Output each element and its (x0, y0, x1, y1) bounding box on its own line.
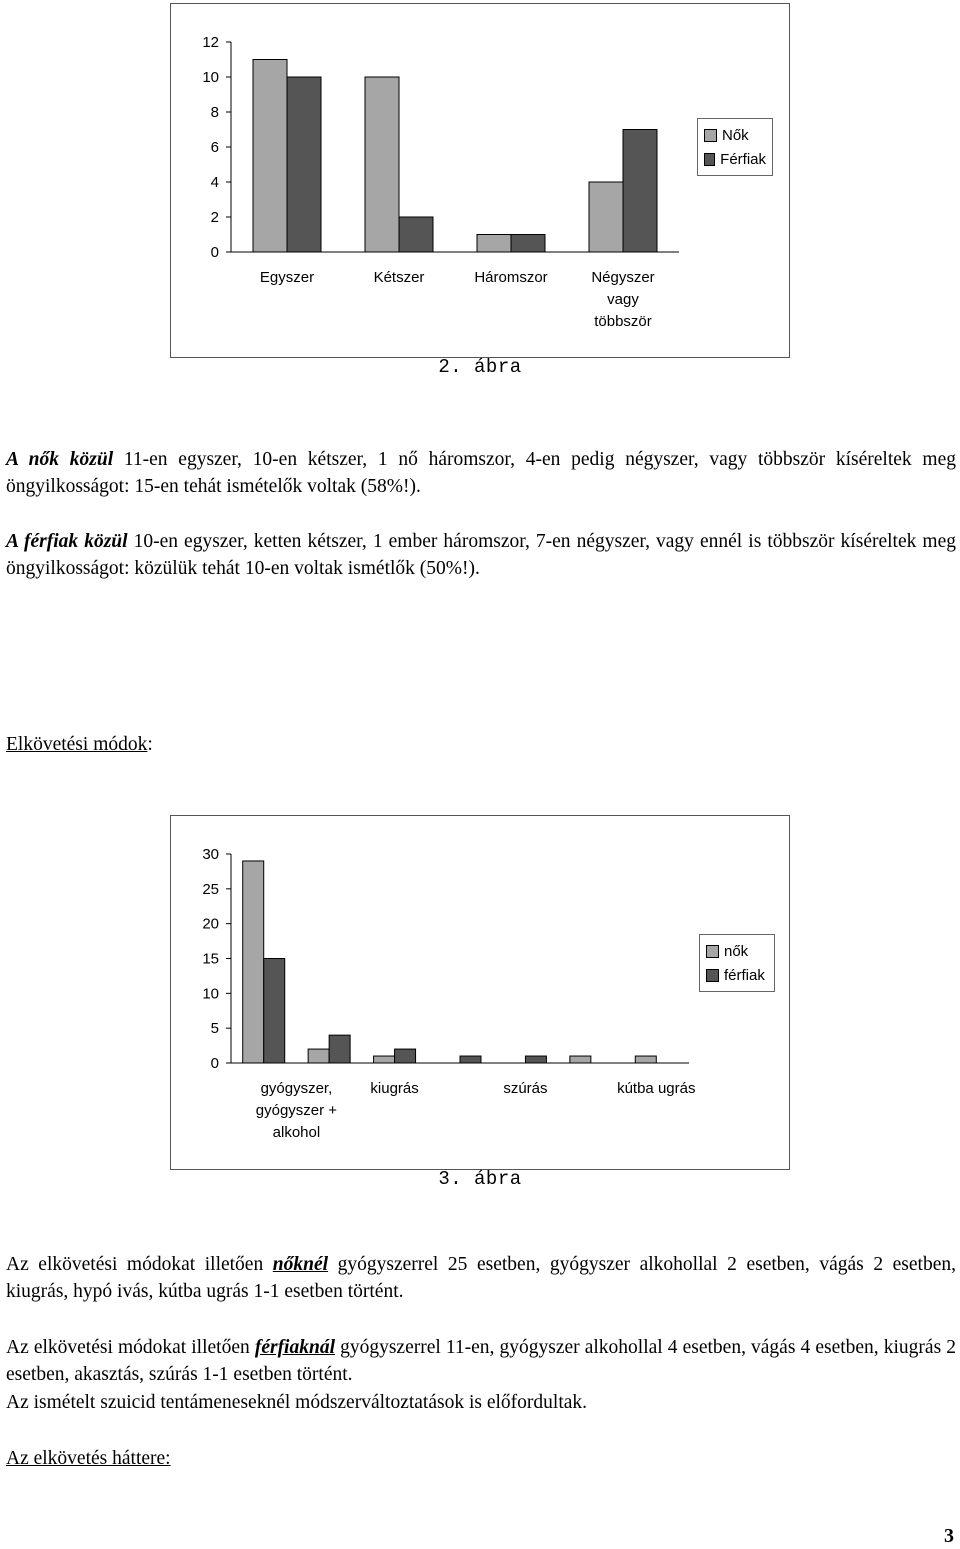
legend-item-ferfiak-2 (706, 963, 768, 987)
y-tick-label: 0 (210, 1055, 219, 1072)
x-tick-label-line: Kétszer (373, 269, 425, 286)
legend-swatch-nok (704, 129, 717, 142)
figure-caption-3: 3. ábra (438, 1168, 522, 1190)
bar-f-rfiak-h-romszor (511, 235, 545, 253)
paragraph-men-methods (6, 1334, 956, 1388)
bar-f-rfiak-sz-r-s (525, 1056, 546, 1063)
x-tick-label-line: kútba ugrás (617, 1080, 696, 1097)
legend-swatch-nok-2 (706, 945, 719, 958)
methods-heading (6, 731, 956, 758)
legend-item-nok-2 (706, 939, 768, 963)
bar-n-k-n-gyszer-vagy-t-bbsz-r (589, 182, 623, 252)
y-tick-label: 0 (210, 244, 219, 261)
y-tick-label: 25 (202, 880, 219, 898)
legend-label-ferfiak-2: férfiak (724, 966, 765, 984)
x-tick-label (260, 269, 314, 286)
paragraph-method-change: Az ismételt szuicid tentámeneseknél módszerváltoztatások is előfordultak. (6, 1392, 588, 1413)
bar-n-k-k-tba-ugr-s (635, 1056, 656, 1063)
paragraph-women-methods-em: nőknél (272, 1254, 329, 1275)
bar-n-k-gy-gyszer-alkohol (308, 1049, 329, 1063)
paragraph-women-body: 11-en egyszer, 10-en kétszer, 1 nő háromszor, 4-en pedig négyszer, vagy többször kíséreltek meg öngyilkosságot: 15-en tehát ismételők voltak (58%!). (6, 449, 956, 497)
bar-f-rfiak-egyszer (287, 77, 321, 252)
page-number: 3 (944, 1525, 954, 1547)
x-tick-label-line: többször (594, 313, 652, 330)
bar-n-k-egyszer (253, 60, 287, 253)
x-tick-label-line: gyógyszer, (260, 1080, 333, 1097)
chart-2-frame (170, 815, 790, 1170)
y-tick-label: 20 (202, 915, 219, 933)
paragraph-women-methods-a: Az elkövetési módokat illetően (6, 1254, 273, 1275)
bar-f-rfiak-n-gyszer-vagy-t-bbsz-r (623, 130, 657, 253)
x-tick-label (374, 269, 425, 286)
paragraph-men-methods-b: gyógyszerrel 11-en, gyógyszer alkohollal 4 esetben, vágás 4 esetben, kiugrás 2 esetben, akasztás, szúrás 1-1 esetben történt. (6, 1337, 956, 1385)
paragraph-men-attempts (6, 528, 956, 582)
background-heading (6, 1445, 956, 1472)
bar-f-rfiak-gy-gyszer-alkohol (329, 1035, 350, 1063)
y-tick-label: 12 (202, 34, 219, 51)
paragraph-men-methods-a: Az elkövetési módokat illetően (6, 1337, 255, 1358)
bar-n-k-h-romszor (477, 235, 511, 253)
y-tick-label: 6 (210, 139, 219, 156)
x-tick-label (256, 1080, 338, 1141)
bar-n-k-k-tszer (365, 77, 399, 252)
legend-item-ferfiak (704, 147, 766, 171)
bar-f-rfiak-k-tszer (399, 217, 433, 252)
x-tick-label-line: vagy (607, 291, 639, 308)
legend-label-nok-2: nők (724, 942, 749, 960)
x-tick-label-line: Háromszor (474, 269, 548, 286)
paragraph-women-methods (6, 1251, 956, 1305)
bar-n-k-kiugr-s (374, 1056, 395, 1063)
legend-label-ferfiak: Férfiak (720, 150, 766, 168)
x-tick-label-line: Négyszer (591, 269, 655, 286)
y-tick-label: 4 (210, 174, 219, 191)
x-tick-label-line: alkohol (272, 1124, 321, 1141)
bar-f-rfiak-kiugr-s (395, 1049, 416, 1063)
bar-n-k-v-g-s (570, 1056, 591, 1063)
x-tick-label (591, 269, 654, 330)
paragraph-women-methods-b: gyógyszerrel 25 esetben, gyógyszer alkohollal 2 esetben, vágás 2 esetben, kiugrás, hypó ivás, kútba ugrás 1-1 esetben történt. (6, 1254, 957, 1302)
chart-2-plot (171, 816, 789, 1169)
paragraph-men-methods-em: férfiaknál (254, 1337, 335, 1358)
bar-n-k-gy-gyszer (243, 861, 264, 1063)
paragraph-women-attempts (6, 446, 956, 500)
y-tick-label: 10 (202, 985, 219, 1003)
bar-f-rfiak-gy-gyszer (264, 959, 285, 1064)
y-tick-label: 30 (202, 846, 219, 863)
x-tick-label-line: szúrás (503, 1080, 548, 1097)
y-tick-label: 15 (202, 950, 219, 968)
methods-heading-text: Elkövetési módok (6, 734, 148, 755)
legend-swatch-ferfiak (704, 153, 715, 166)
x-tick-label-line: kiugrás (370, 1080, 419, 1097)
chart-1-legend (697, 118, 773, 176)
x-tick-label-line: Egyszer (259, 269, 315, 286)
legend-item-nok (704, 123, 766, 147)
paragraph-women-lead: A nők közül (6, 449, 114, 470)
x-tick-label-line: gyógyszer + (255, 1102, 338, 1119)
legend-swatch-ferfiak-2 (706, 969, 719, 982)
x-tick-label (474, 269, 547, 286)
legend-label-nok: Nők (722, 126, 749, 144)
paragraph-men-body: 10-en egyszer, ketten kétszer, 1 ember háromszor, 7-en négyszer, vagy ennél is többször kíséreltek meg öngyilkosságot: közülük tehát 10-en voltak ismétlők (50%!). (6, 531, 956, 579)
x-tick-label (617, 1080, 695, 1097)
chart-2-legend (699, 934, 775, 992)
y-tick-label: 10 (202, 69, 219, 86)
y-tick-label: 2 (210, 209, 219, 226)
chart-1-frame (170, 3, 790, 358)
chart-1-plot (171, 4, 789, 357)
bar-f-rfiak-hyp-iv-s (460, 1056, 481, 1063)
paragraph-men-lead: A férfiak közül (6, 531, 128, 552)
figure-caption-2: 2. ábra (438, 356, 522, 378)
background-heading-text: Az elkövetés háttere: (6, 1448, 171, 1469)
y-tick-label: 5 (210, 1020, 219, 1038)
x-tick-label (503, 1080, 547, 1097)
x-tick-label (370, 1080, 418, 1097)
y-tick-label: 8 (210, 104, 219, 121)
methods-heading-colon: : (147, 734, 153, 755)
